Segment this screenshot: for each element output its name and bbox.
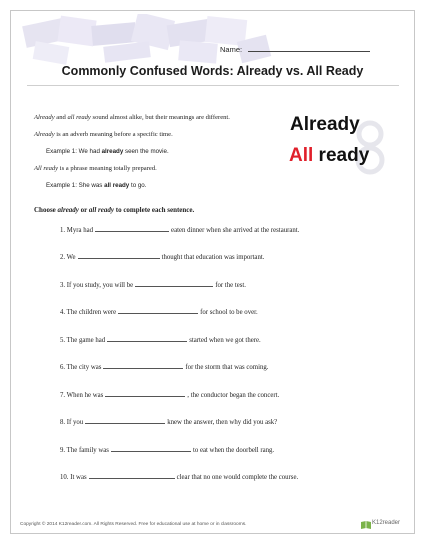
answer-blank-3[interactable] <box>135 279 213 287</box>
question-8: 8. If you knew the answer, then why did you ask? <box>60 416 277 426</box>
answer-blank-6[interactable] <box>103 361 183 369</box>
allready-definition: All ready is a phrase meaning totally prepared. <box>34 165 157 172</box>
name-input-line[interactable] <box>248 44 370 52</box>
answer-blank-2[interactable] <box>78 251 160 259</box>
logo-text: K12reader <box>372 520 401 526</box>
ready-word: ready <box>313 145 370 166</box>
question-9: 9. The family was to eat when the doorbell rang. <box>60 444 274 454</box>
answer-blank-4[interactable] <box>118 306 198 314</box>
page-title: Commonly Confused Words: Already vs. All Ready <box>61 64 364 78</box>
name-field-row <box>220 44 410 54</box>
definitions-section <box>34 114 286 199</box>
answer-blank-1[interactable] <box>95 224 169 232</box>
question-5: 5. The game had started when we got there. <box>60 334 261 344</box>
already-heading: Already <box>290 114 360 135</box>
instructions: Choose already or all ready to complete each sentence. <box>34 206 195 214</box>
question-6: 6. The city was for the storm that was coming. <box>60 361 268 371</box>
answer-blank-9[interactable] <box>111 444 191 452</box>
question-1: 1. Myra had eaten dinner when she arrived at the restaurant. <box>60 224 299 234</box>
title-divider <box>27 85 399 86</box>
intro-sentence: Already and all ready sound almost alike, but their meanings are different. <box>34 114 230 121</box>
allready-example: Example 1: She was all ready to go. <box>46 182 147 189</box>
header-decoration <box>14 14 276 96</box>
question-7: 7. When he was , the conductor began the concert. <box>60 389 279 399</box>
answer-blank-10[interactable] <box>89 471 175 479</box>
word-callout <box>278 110 408 180</box>
answer-blank-7[interactable] <box>105 389 185 397</box>
already-definition: Already is an adverb meaning before a specific time. <box>34 131 173 138</box>
allready-heading <box>289 145 369 167</box>
question-2: 2. We thought that education was important. <box>60 251 264 261</box>
k12reader-logo <box>360 518 406 530</box>
all-word: All <box>289 145 314 166</box>
question-3: 3. If you study, you will be for the test. <box>60 279 246 289</box>
book-icon <box>360 519 372 531</box>
question-4: 4. The children were for school to be over. <box>60 306 258 316</box>
answer-blank-8[interactable] <box>85 416 165 424</box>
already-example: Example 1: We had already seen the movie. <box>46 148 169 155</box>
name-label: Name: <box>220 45 243 54</box>
copyright-footer: Copyright © 2014 K12reader.com. All Rights Reserved. Free for educational use at home or in classrooms. <box>20 522 247 527</box>
answer-blank-5[interactable] <box>107 334 187 342</box>
question-10: 10. It was clear that no one would complete the course. <box>60 471 298 481</box>
